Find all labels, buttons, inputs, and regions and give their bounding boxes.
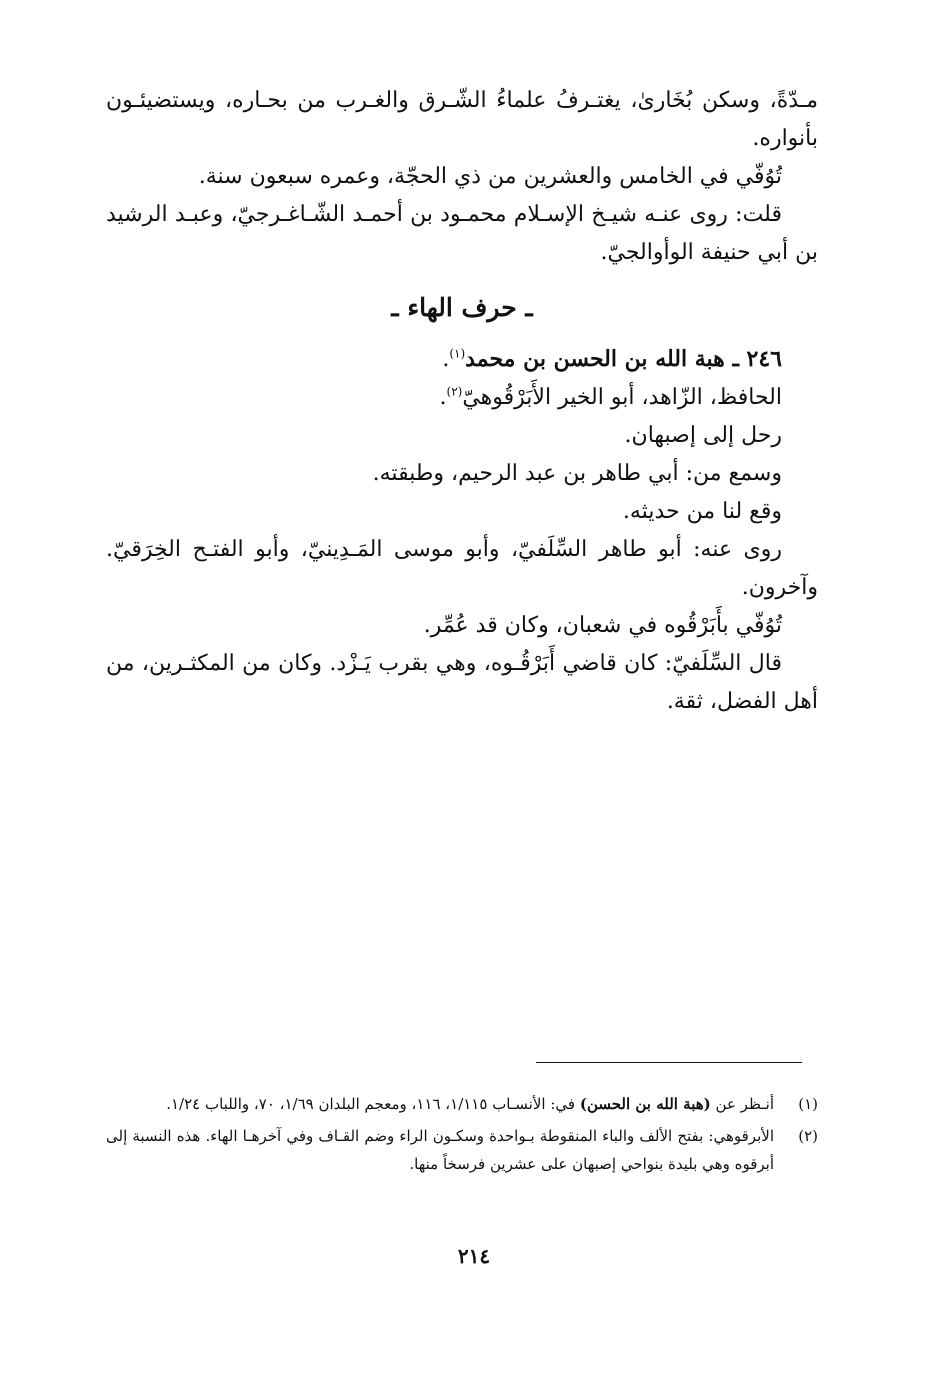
footnote-2 <box>106 1122 818 1178</box>
section-heading: ـ حرف الهاء ـ <box>391 293 533 322</box>
entry-line-2: رحل إلى إصبهان. <box>624 423 782 448</box>
main-text-block <box>106 82 818 721</box>
intro-paragraph-3: قلت: روى عنـه شيـخ الإسـلام محمـود بن أحمـد الشّـاغـرجيّ، وعبـد الرشيد بن أبي حنيفة الوأوالجيّ. <box>106 202 818 265</box>
footnote-1 <box>106 1090 818 1118</box>
footnotes-block <box>106 1090 818 1182</box>
intro-paragraph-1: مـدّةً، وسكن بُخَارىٰ، يغتـرفُ علماءُ الشّـرق والغـرب من بحـاره، ويستضيئـون بأنواره. <box>106 88 818 151</box>
footnote-1-body <box>106 1090 774 1118</box>
footnote-ref-1: (١) <box>449 346 466 361</box>
entry-title: ٢٤٦ ـ هبة الله بن الحسن بن محمد <box>465 346 782 372</box>
footnote-2-number: (٢) <box>798 1127 818 1145</box>
footnote-divider <box>536 1062 802 1063</box>
entry-line-3: وسمع من: أبي طاهر بن عبد الرحيم، وطبقته. <box>372 461 782 486</box>
footnote-1-text: في: الأنسـاب ١/١١٥، ١١٦، ومعجم البلدان ١/٦٩، ٧٠، واللباب ١/٢٤. <box>166 1095 576 1113</box>
entry-line-7: قال السِّلَفيّ: كان قاضي أَبَرْقُـوه، وهي بقرب يَـزْد. وكان من المكثـرين، من أهل الفضل، ثقة. <box>106 651 818 714</box>
entry-line-4: وقع لنا من حديثه. <box>622 499 782 524</box>
page-number: ٢١٤ <box>457 1244 491 1268</box>
entry-line-5: روى عنه: أبو طاهر السِّلَفيّ، وأبو موسى المَـدِينيّ، وأبو الفتـح الخِرَقيّ. وآخرون. <box>106 537 818 600</box>
footnote-1-prefix: أنـظر عن <box>715 1095 774 1113</box>
entry-line-1 <box>106 379 818 417</box>
entry-line-1-text: الحافظ، الزّاهد، أبو الخير الأَبَرْقُوهيّ <box>462 385 782 410</box>
entry-title-line <box>106 340 818 379</box>
footnote-1-number: (١) <box>798 1095 818 1113</box>
intro-paragraph-2: تُوُفّي في الخامس والعشرين من ذي الحجّة، وعمره سبعون سنة. <box>198 164 782 189</box>
footnote-1-bold: (هبة الله بن الحسن) <box>579 1095 711 1113</box>
footnote-2-text: الأبرقوهي: بفتح الألف والباء المنقوطة بـواحدة وسكـون الراء وضم القـاف وفي آخرهـا الهاء. هذه النسبة إلى أبرقوه وهي بليدة بنواحي إصبهان على عشرين فرسخاً منها. <box>106 1127 774 1173</box>
entry-line-1-end: . <box>439 385 447 410</box>
entry-title-end: . <box>442 347 450 372</box>
footnote-ref-2: (٢) <box>446 384 463 399</box>
entry-line-6: تُوُفّي بأَبَرْقُوه في شعبان، وكان قد عُمِّر. <box>423 613 782 638</box>
